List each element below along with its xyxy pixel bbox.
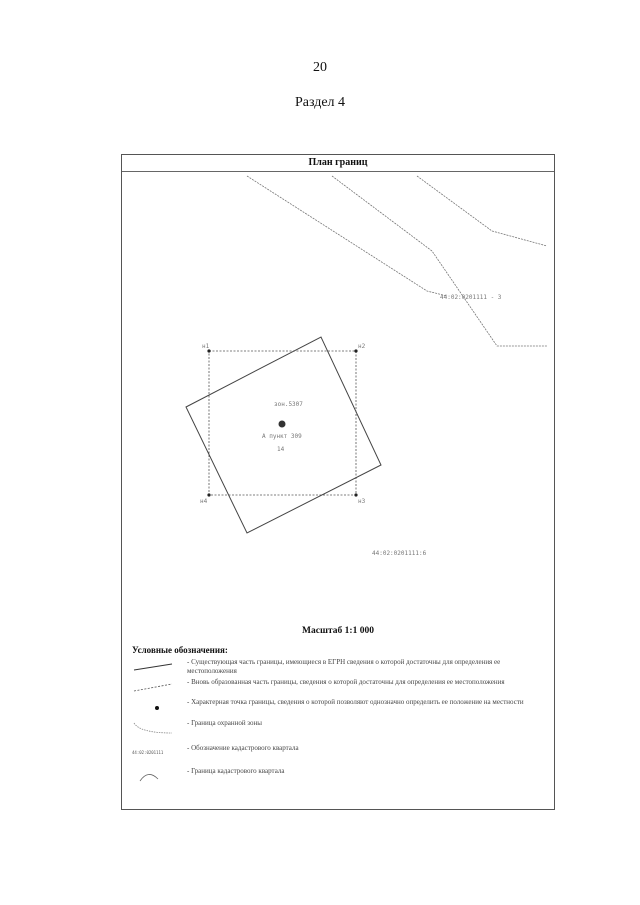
quarter-border-symbol <box>132 767 182 787</box>
legend-item <box>132 744 548 764</box>
boundary-plan-frame <box>121 154 555 810</box>
zone-line-symbol <box>132 719 182 739</box>
legend-item <box>132 678 548 698</box>
quarter-boundary-line <box>247 176 447 296</box>
plan-title: План границ <box>122 155 554 172</box>
legend-text: - Характерная точка границы, сведения о которой позволяют однозначно определить ее положение на местности <box>187 698 524 706</box>
dot-symbol <box>132 698 182 718</box>
vertex-label: н2 <box>358 343 366 350</box>
boundary-plan-drawing <box>122 171 554 621</box>
page-number: 20 <box>313 60 327 75</box>
zone-label: зон.5307 <box>274 401 303 408</box>
point-number-label: 14 <box>277 446 285 453</box>
legend-text: - Обозначение кадастрового квартала <box>187 744 299 752</box>
legend-title: Условные обозначения: <box>132 645 228 655</box>
legend-text: - Существующая часть границы, имеющиеся в ЕГРН сведения о которой достаточны для определения ее местоположения <box>187 658 501 675</box>
vertex-label: н4 <box>200 498 208 505</box>
solid-line-symbol <box>132 658 182 678</box>
quarter-boundary-line <box>417 176 547 246</box>
dashed-line-symbol <box>132 678 182 698</box>
scale-label: Масштаб 1:1 000 <box>302 626 374 636</box>
legend-item <box>132 698 548 718</box>
quarter-label: 44:02:0201111 - 3 <box>440 294 502 301</box>
legend-item <box>132 658 548 678</box>
vertex-label: н3 <box>358 498 366 505</box>
boundary-point <box>354 493 357 496</box>
section-title: Раздел 4 <box>294 95 346 110</box>
quarter-number-symbol: 44:02:0201111 <box>132 750 164 755</box>
boundary-point <box>207 493 210 496</box>
legend-text: - Граница охранной зоны <box>187 719 262 727</box>
point-label: А пункт 309 <box>262 433 302 440</box>
bottom-parcel-label: 44:02:0201111:6 <box>372 550 427 557</box>
legend-item <box>132 767 548 787</box>
legend-text: - Граница кадастрового квартала <box>187 767 285 775</box>
geodetic-point-marker <box>279 421 286 428</box>
legend-item <box>132 719 548 739</box>
quarter-boundary-line <box>332 176 547 346</box>
legend-text: - Вновь образованная часть границы, сведения о которой достаточны для определения ее местоположения <box>187 678 505 686</box>
vertex-label: н1 <box>202 343 210 350</box>
